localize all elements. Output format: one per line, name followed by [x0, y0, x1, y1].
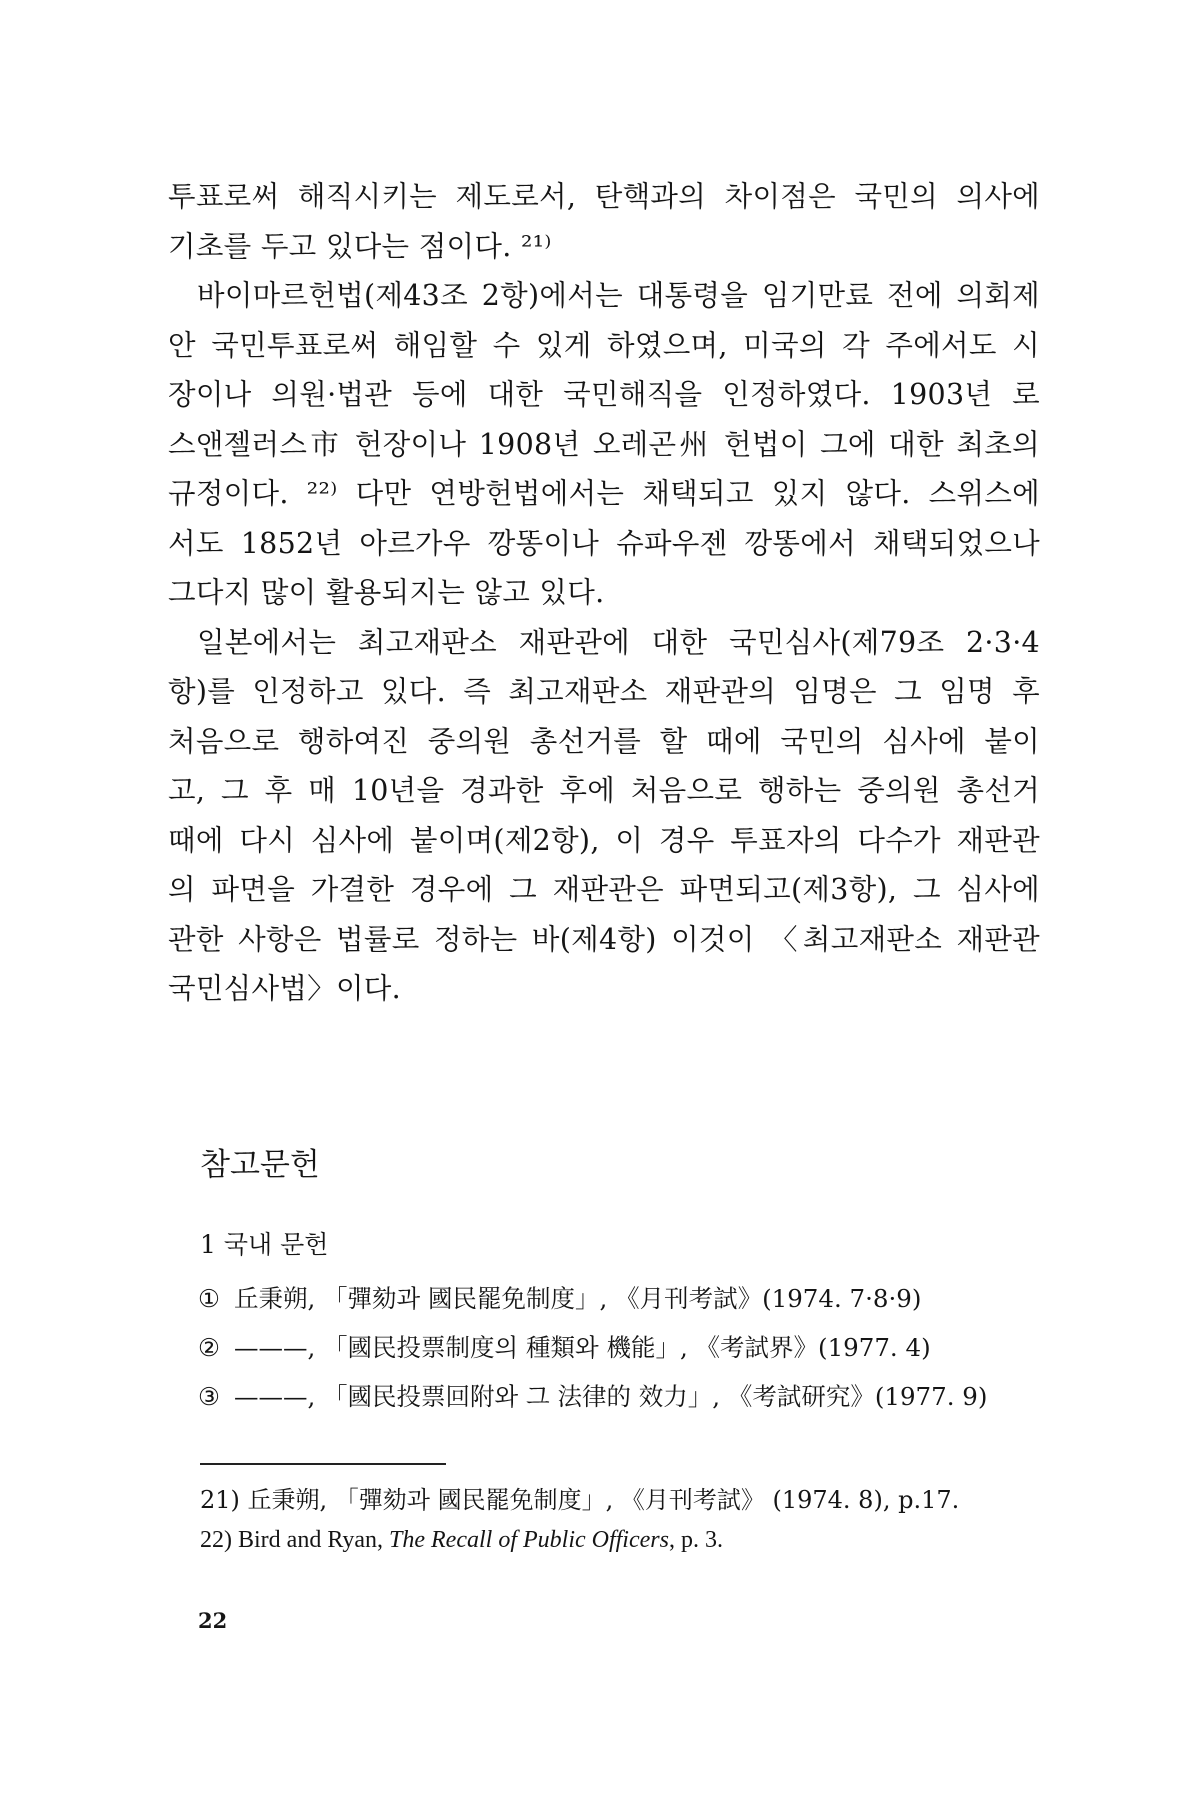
page-number: 22 — [198, 1608, 228, 1633]
reference-item — [198, 1274, 987, 1323]
reference-item — [198, 1323, 987, 1372]
body-line: 바이마르헌법(제43조 2항)에서는 대통령을 임기만료 전에 의회제 — [197, 279, 1040, 312]
body-line: 항)를 인정하고 있다. 즉 최고재판소 재판관의 임명은 그 임명 후 — [168, 675, 1040, 708]
footnote-22-title: The Recall of Public Officers — [389, 1527, 669, 1553]
reference-text: ———, 「國民投票回附와 그 法律的 效力」, 《考試研究》(1977. 9) — [233, 1382, 988, 1411]
body-line: 장이나 의원·법관 등에 대한 국민해직을 인정하였다. 1903년 로 — [168, 378, 1040, 411]
body-line: 의 파면을 가결한 경우에 그 재판관은 파면되고(제3항), 그 심사에 — [168, 873, 1040, 906]
body-line: 처음으로 행하여진 중의원 총선거를 할 때에 국민의 심사에 붙이 — [168, 724, 1040, 758]
reference-marker: ② — [198, 1333, 220, 1362]
reference-text: 丘秉朔, 「彈劾과 國民罷免制度」, 《月刊考試》(1974. 7·8·9) — [233, 1284, 922, 1313]
references-subheading: 1 국내 문헌 — [200, 1230, 329, 1259]
body-line: 고, 그 후 매 10년을 경과한 후에 처음으로 행하는 중의원 총선거 — [168, 774, 1040, 807]
reference-text: ———, 「國民投票制度의 種類와 機能」, 《考試界》(1977. 4) — [233, 1333, 931, 1362]
body-line: 그다지 많이 활용되지는 않고 있다. — [168, 576, 605, 609]
footnote-22 — [200, 1520, 959, 1560]
reference-marker: ① — [198, 1284, 220, 1313]
main-body-text — [168, 172, 1040, 1014]
body-line: 서도 1852년 아르가우 깡똥이나 슈파우젠 깡똥에서 채택되었으나 — [168, 526, 1040, 560]
reference-marker: ③ — [198, 1382, 220, 1411]
body-line: 규정이다. ²²⁾ 다만 연방헌법에서는 채택되고 있지 않다. 스위스에 — [168, 477, 1040, 510]
body-line: 투표로써 해직시키는 제도로서, 탄핵과의 차이점은 국민의 의사에 — [168, 180, 1040, 213]
footnote-22-suffix: , p. 3. — [668, 1527, 723, 1553]
footnote-divider — [200, 1463, 446, 1465]
body-line: 기초를 두고 있다는 점이다. ²¹⁾ — [168, 229, 552, 263]
footnote-22-prefix: 22) Bird and Ryan, — [200, 1527, 390, 1553]
reference-list — [198, 1274, 987, 1421]
footnote-21: 21) 丘秉朔, 「彈劾과 國民罷免制度」, 《月刊考試》 (1974. 8), p.17. — [200, 1486, 960, 1514]
body-line: 때에 다시 심사에 붙이며(제2항), 이 경우 투표자의 다수가 재판관 — [168, 823, 1040, 857]
footnotes — [200, 1480, 959, 1560]
body-line: 안 국민투표로써 해임할 수 있게 하였으며, 미국의 각 주에서도 시 — [168, 328, 1040, 362]
reference-item — [198, 1372, 987, 1421]
body-line: 일본에서는 최고재판소 재판관에 대한 국민심사(제79조 2·3·4 — [197, 625, 1040, 659]
body-line: 관한 사항은 법률로 정하는 바(제4항) 이것이 〈최고재판소 재판관 — [168, 922, 1040, 956]
body-line: 스앤젤러스市 헌장이나 1908년 오레곤州 헌법이 그에 대한 최초의 — [168, 427, 1040, 461]
body-line: 국민심사법〉이다. — [168, 972, 401, 1005]
references-heading: 참고문헌 — [200, 1147, 320, 1183]
